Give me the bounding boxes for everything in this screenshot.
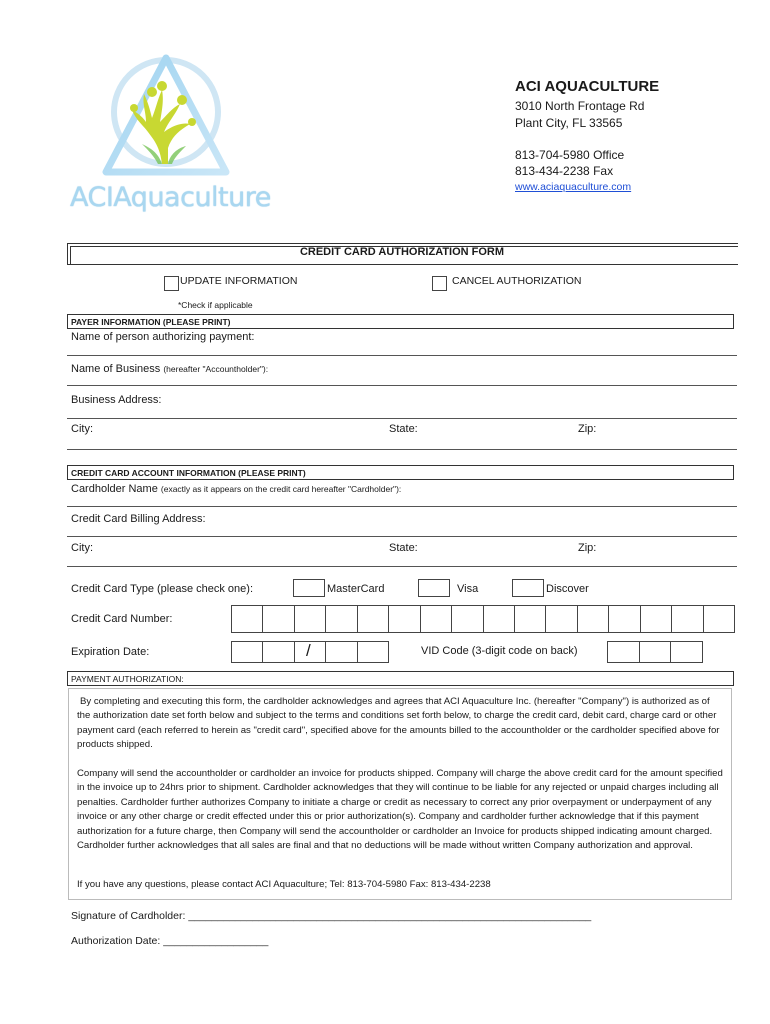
business-address-line[interactable] <box>67 418 737 419</box>
update-information-label: UPDATE INFORMATION <box>180 275 298 287</box>
card-digit-box[interactable] <box>641 606 672 632</box>
card-digit-box[interactable] <box>389 606 420 632</box>
card-digit-box[interactable] <box>672 606 703 632</box>
cardholder-name-text: Cardholder Name <box>71 483 158 495</box>
expiration-digit-box[interactable] <box>232 642 263 662</box>
address-line1: 3010 North Frontage Rd <box>515 99 645 113</box>
discover-checkbox[interactable] <box>512 579 544 597</box>
card-number-label: Credit Card Number: <box>71 613 173 625</box>
card-digit-box[interactable] <box>515 606 546 632</box>
payer-state-label: State: <box>389 423 418 435</box>
form-title: CREDIT CARD AUTHORIZATION FORM <box>299 246 505 258</box>
card-digit-box[interactable] <box>578 606 609 632</box>
cardholder-name-note: (exactly as it appears on the credit card hereafter "Cardholder"): <box>160 484 402 494</box>
authorizer-name-label: Name of person authorizing payment: <box>71 331 255 343</box>
card-digit-box[interactable] <box>358 606 389 632</box>
payment-authorization-header: PAYMENT AUTHORIZATION: <box>67 671 734 686</box>
card-number-grid[interactable] <box>231 605 735 633</box>
vid-digit-box[interactable] <box>640 642 672 662</box>
visa-checkbox[interactable] <box>418 579 450 597</box>
expiration-digit-box[interactable] <box>358 642 388 662</box>
signature-field[interactable]: Signature of Cardholder: _____________________________________________________________________ <box>71 910 592 922</box>
check-note: *Check if applicable <box>178 300 253 310</box>
business-address-label: Business Address: <box>71 394 162 406</box>
card-digit-box[interactable] <box>295 606 326 632</box>
business-name-line[interactable] <box>67 385 737 386</box>
website-link[interactable]: www.aciaquaculture.com <box>515 181 632 193</box>
card-state-label: State: <box>389 542 418 554</box>
payer-zip-label: Zip: <box>578 423 597 435</box>
card-type-label: Credit Card Type (please check one): <box>71 583 253 595</box>
card-section-header: CREDIT CARD ACCOUNT INFORMATION (PLEASE PRINT) <box>67 465 734 480</box>
fax-number: 813-434-2238 Fax <box>515 164 614 178</box>
card-digit-box[interactable] <box>421 606 452 632</box>
payer-city-label: City: <box>71 423 93 435</box>
company-logo <box>62 52 271 217</box>
authorization-paragraph-2: Company will send the accountholder or cardholder an invoice for products shipped. Company will charge the above credit card for the amount specified in the invoice up to 24hrs prior to shipment. Cardholder acknowledges that they will continue to be liable for any rejected or unpaid charges including all penalties. Cardholder further authorizes Company to initiate a charge or credit as necessary to correct any prior overpayment or underpayment of any invoice or any other charge or credit effected under this or prior authorization(s). Company and cardholder further acknowledge that if this payment authorization for a future charge, then Company will send the accountholder or cardholder an Invoice for products shipped indicating amount charged. Cardholder further acknowledges that all sales are final and that no deductions will be made without written Company authorization and approval. <box>77 768 723 852</box>
authorization-contact: If you have any questions, please contact ACI Aquaculture; Tel: 813-704-5980 Fax: 813-434-2238 <box>77 879 491 890</box>
mastercard-checkbox[interactable] <box>293 579 325 597</box>
business-name-note: (hereafter "Accountholder"): <box>163 364 269 374</box>
card-digit-box[interactable] <box>609 606 640 632</box>
vid-digit-box[interactable] <box>671 642 702 662</box>
card-zip-label: Zip: <box>578 542 597 554</box>
discover-label: Discover <box>546 583 589 595</box>
card-digit-box[interactable] <box>704 606 734 632</box>
vid-code-label: VID Code (3-digit code on back) <box>421 645 578 657</box>
address-line2: Plant City, FL 33565 <box>515 116 623 130</box>
update-information-checkbox[interactable] <box>164 276 179 291</box>
card-digit-box[interactable] <box>452 606 483 632</box>
cancel-authorization-checkbox[interactable] <box>432 276 447 291</box>
billing-address-line[interactable] <box>67 536 737 537</box>
company-name: ACI AQUACULTURE <box>515 78 660 95</box>
phone-number: 813-704-5980 Office <box>515 148 625 162</box>
payer-city-line[interactable] <box>67 449 737 450</box>
expiration-date-label: Expiration Date: <box>71 646 150 658</box>
vid-code-grid[interactable] <box>607 641 703 663</box>
payer-section-header: PAYER INFORMATION (PLEASE PRINT) <box>67 314 734 329</box>
business-name-label <box>71 363 268 375</box>
business-name-text: Name of Business <box>71 363 161 375</box>
cardholder-name-line[interactable] <box>67 506 737 507</box>
card-digit-box[interactable] <box>263 606 294 632</box>
visa-label: Visa <box>457 583 479 595</box>
card-digit-box[interactable] <box>326 606 357 632</box>
vid-digit-box[interactable] <box>608 642 640 662</box>
expiration-slash: / <box>306 641 311 660</box>
mastercard-label: MasterCard <box>327 583 385 595</box>
logo-text: ACIAquaculture <box>70 182 271 213</box>
card-digit-box[interactable] <box>484 606 515 632</box>
card-digit-box[interactable] <box>232 606 263 632</box>
authorizer-name-line[interactable] <box>67 355 737 356</box>
card-digit-box[interactable] <box>546 606 577 632</box>
card-city-label: City: <box>71 542 93 554</box>
cardholder-name-label <box>71 483 401 495</box>
authorization-date-field[interactable]: Authorization Date: __________________ <box>71 935 269 947</box>
cancel-authorization-label: CANCEL AUTHORIZATION <box>452 275 582 287</box>
billing-address-label: Credit Card Billing Address: <box>71 513 206 525</box>
card-city-line[interactable] <box>67 566 737 567</box>
expiration-digit-box[interactable] <box>263 642 294 662</box>
expiration-digit-box[interactable] <box>326 642 357 662</box>
authorization-paragraph-1: By completing and executing this form, the cardholder acknowledges and agrees that ACI Aquaculture Inc. (hereafter "Company") is authorized as of the authorization date set forth below and subject to the terms and conditions set forth below, to charge the credit card, debit card, charge card or other payment card (each referred to herein as "credit card", specified above for the amounts billed to the accountholder or the cardholder specified above for products shipped. <box>77 696 720 751</box>
